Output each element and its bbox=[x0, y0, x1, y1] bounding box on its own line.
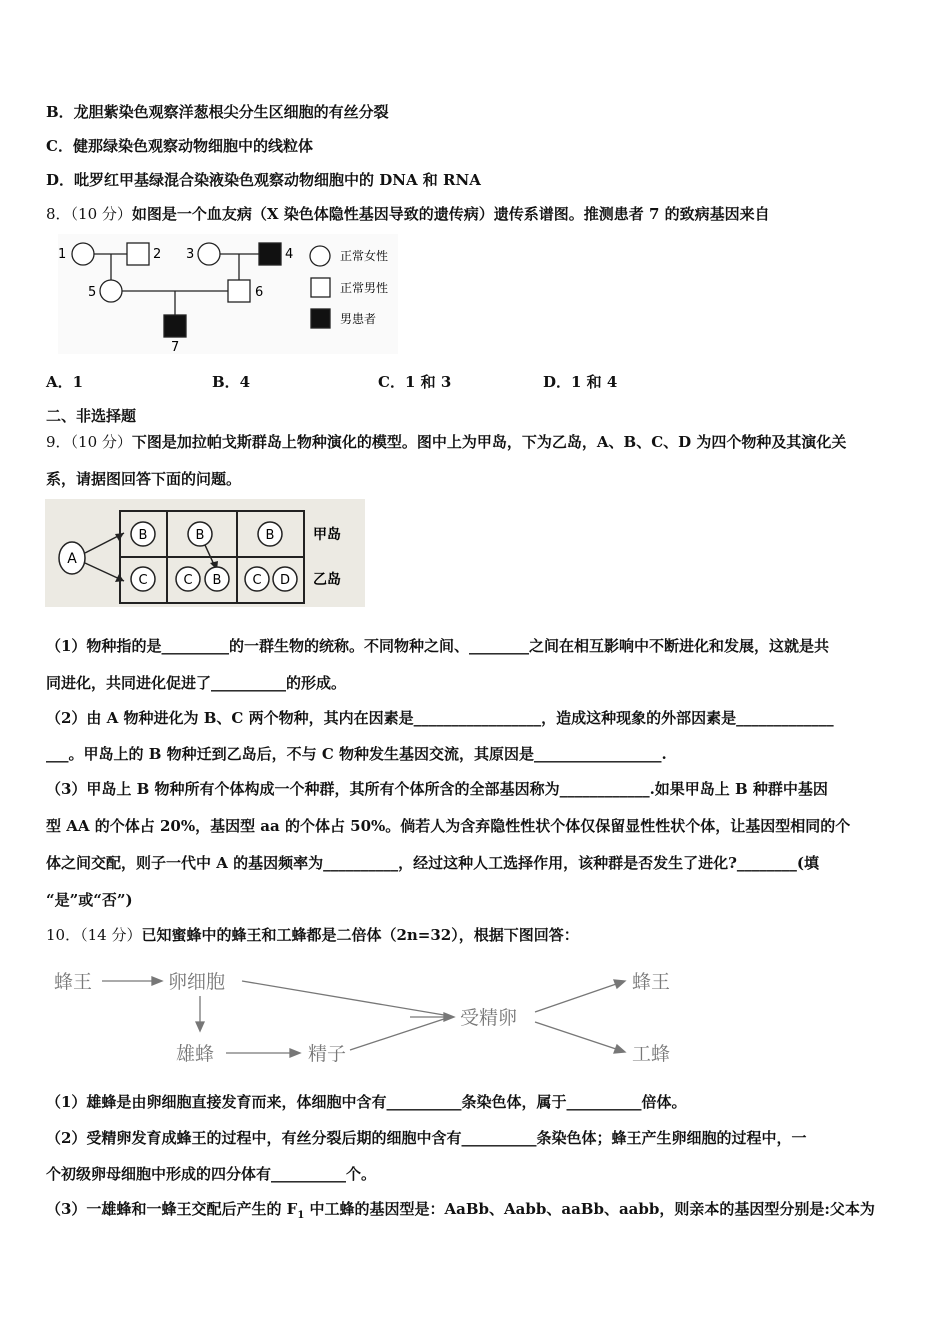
node-zygote: 受精卵 bbox=[460, 1007, 518, 1029]
q10-stem-text: 已知蜜蜂中的蜂王和工蜂都是二倍体（2n=32），根据下图回答： bbox=[141, 926, 579, 944]
legend-female-icon bbox=[310, 246, 330, 266]
q10-part3-prefix: （3）一雄蜂和一蜂王交配后产生的 F bbox=[46, 1200, 298, 1218]
q9-part3-line2: 型 AA 的个体占 20%，基因型 aa 的个体占 50%。倘若人为含弃隐性性状个体仅保留显性性状个体，让基因型相同的个 bbox=[46, 817, 851, 835]
q10-part2-line1: （2）受精卵发育成蜂王的过程中，有丝分裂后期的细胞中含有__________条染色体；蜂王产生卵细胞的过程中，一 bbox=[46, 1129, 807, 1147]
pedigree-individual-4 bbox=[259, 243, 281, 265]
pedigree-label-2: 2 bbox=[153, 247, 162, 262]
pedigree-chart bbox=[58, 234, 398, 354]
q8-stem-text: 如图是一个血友病（X 染色体隐性基因导致的遗传病）遗传系谱图。推测患者 7 的致病基因来自 bbox=[131, 205, 770, 223]
q7-option-b: B．龙胆紫染色观察洋葱根尖分生区细胞的有丝分裂 bbox=[46, 103, 389, 121]
q9-part2-line2: ___。甲岛上的 B 物种迁到乙岛后，不与 C 物种发生基因交流，其原因是_________________. bbox=[46, 745, 667, 763]
pedigree-label-5: 5 bbox=[88, 285, 97, 300]
q9-part1-line2: 同进化，共同进化促进了__________的形成。 bbox=[46, 674, 347, 692]
section-heading: 二、非选择题 bbox=[46, 407, 137, 425]
pedigree-individual-5 bbox=[100, 280, 122, 302]
pedigree-label-7: 7 bbox=[171, 340, 180, 354]
pedigree-individual-6 bbox=[228, 280, 250, 302]
q10-stem bbox=[46, 925, 579, 945]
q9-stem-line2: 系，请据图回答下面的问题。 bbox=[46, 470, 242, 488]
q8-option-a: A．1 bbox=[46, 373, 84, 391]
legend-normal-male: 正常男性 bbox=[340, 281, 389, 295]
bottom-species-2-label: C bbox=[183, 573, 193, 588]
q7-option-c: C．健那绿染色观察动物细胞中的线粒体 bbox=[46, 137, 313, 155]
node-sperm: 精子 bbox=[308, 1043, 347, 1065]
pedigree-individual-1 bbox=[72, 243, 94, 265]
legend-affected-male: 男患者 bbox=[340, 312, 377, 326]
node-drone: 雄蜂 bbox=[176, 1043, 215, 1065]
q8-number: 8．（10 分） bbox=[46, 205, 132, 223]
q9-stem-text: 下图是加拉帕戈斯群岛上物种演化的模型。图中上为甲岛，下为乙岛，A、B、C、D 为四个物种及其演化关 bbox=[131, 433, 847, 451]
island-jia-label: 甲岛 bbox=[313, 527, 341, 543]
top-species-1-label: B bbox=[138, 528, 148, 543]
q10-part3-suffix: 中工蜂的基因型是：AaBb、Aabb、aaBb、aabb，则亲本的基因型分别是:父本为 bbox=[304, 1200, 875, 1218]
island-yi-label: 乙岛 bbox=[313, 572, 341, 588]
bottom-species-1-label: C bbox=[138, 573, 148, 588]
top-species-2-label: B bbox=[195, 528, 205, 543]
legend-male-icon bbox=[311, 278, 330, 297]
node-queen-offspring: 蜂王 bbox=[632, 971, 671, 993]
node-queen: 蜂王 bbox=[54, 971, 93, 993]
q9-part3-line1: （3）甲岛上 B 物种所有个体构成一个种群，其所有个体所含的全部基因称为____________.如果甲岛上 B 种群中基因 bbox=[46, 780, 828, 798]
q9-stem-line1 bbox=[46, 432, 846, 452]
node-worker: 工蜂 bbox=[632, 1043, 671, 1065]
q8-option-c: C．1 和 3 bbox=[378, 373, 452, 391]
q9-part3-line4: “是”或“否”) bbox=[46, 891, 133, 909]
bottom-species-5-label: D bbox=[279, 573, 291, 588]
q9-part1-line1: （1）物种指的是_________的一群生物的统称。不同物种之间、________之间在相互影响中不断进化和发展，这就是共 bbox=[46, 637, 829, 655]
pedigree-label-3: 3 bbox=[186, 247, 195, 262]
q10-number: 10．（14 分） bbox=[46, 926, 142, 944]
q8-stem bbox=[46, 204, 770, 224]
node-egg: 卵细胞 bbox=[168, 971, 226, 993]
island-evolution-figure bbox=[45, 499, 365, 607]
q10-part1: （1）雄蜂是由卵细胞直接发育而来，体细胞中含有__________条染色体，属于__________倍体。 bbox=[46, 1093, 687, 1111]
legend-normal-female: 正常女性 bbox=[340, 249, 389, 263]
legend-affected-male-icon bbox=[311, 309, 330, 328]
q9-part3-line3: 体之间交配，则子一代中 A 的基因频率为__________，经过这种人工选择作用，该种群是否发生了进化?________(填 bbox=[46, 854, 819, 872]
q10-part3-line1 bbox=[46, 1199, 875, 1226]
q7-option-d: D．吡罗红甲基绿混合染液染色观察动物细胞中的 DNA 和 RNA bbox=[46, 171, 481, 189]
bee-reproduction-figure bbox=[50, 960, 690, 1070]
q8-option-b: B．4 bbox=[212, 373, 251, 391]
pedigree-individual-2 bbox=[127, 243, 149, 265]
species-a-label: A bbox=[67, 551, 77, 567]
q9-number: 9．（10 分） bbox=[46, 433, 132, 451]
pedigree-individual-3 bbox=[198, 243, 220, 265]
q10-part2-line2: 个初级卵母细胞中形成的四分体有__________个。 bbox=[46, 1165, 377, 1183]
bottom-species-3-label: B bbox=[212, 573, 222, 588]
pedigree-label-1: 1 bbox=[58, 247, 67, 262]
pedigree-label-4: 4 bbox=[285, 247, 294, 262]
q8-option-d: D．1 和 4 bbox=[543, 373, 618, 391]
bottom-species-4-label: C bbox=[252, 573, 262, 588]
q9-part2-line1: （2）由 A 物种进化为 B、C 两个物种，其内在因素是_________________，造成这种现象的外部因素是_____________ bbox=[46, 709, 834, 727]
pedigree-label-6: 6 bbox=[255, 285, 264, 300]
pedigree-individual-7 bbox=[164, 315, 186, 337]
top-species-3-label: B bbox=[265, 528, 275, 543]
q10-part3-subscript: 1 bbox=[297, 1210, 305, 1221]
